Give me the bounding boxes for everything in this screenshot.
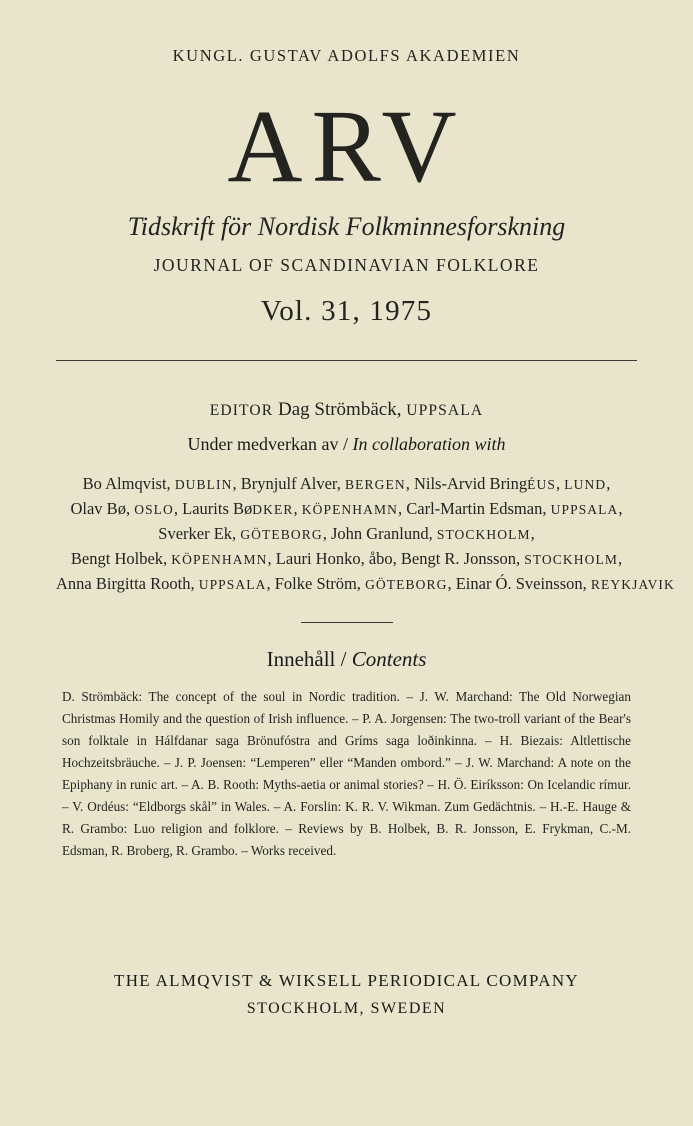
collaboration-swedish: Under medverkan av: [187, 433, 339, 454]
editor-label: EDITOR: [209, 401, 274, 419]
academy-name: KUNGL. GUSTAV ADOLFS AKADEMIEN: [172, 46, 521, 65]
editorial-board-row: Bengt Holbek, KÖPENHAMN, Lauri Honko, åbo, Bengt R. Jonsson, STOCKHOLM,: [70, 549, 623, 569]
volume-issue: Vol. 31, 1975: [260, 294, 433, 327]
editor-place: UPPSALA: [406, 401, 484, 419]
publisher-city: STOCKHOLM, SWEDEN: [246, 1000, 447, 1017]
collaboration-separator: /: [342, 433, 348, 454]
journal-title: ARV: [227, 89, 466, 204]
publisher-block: [0, 971, 693, 1018]
editorial-board-row: Anna Birgitta Rooth, UPPSALA, Folke Ström, GÖTEBORG, Einar Ó. Sveinsson, REYKJAVIK: [56, 574, 675, 594]
divider-short: [301, 622, 393, 623]
contents-heading: [56, 647, 637, 672]
editorial-board-row: Sverker Ek, GÖTEBORG, John Granlund, STOCKHOLM,: [158, 524, 535, 544]
editor-name: Dag Strömbäck,: [277, 398, 402, 420]
journal-subtitle-english: JOURNAL OF SCANDINAVIAN FOLKLORE: [153, 254, 540, 275]
divider-wide: [56, 360, 637, 361]
publisher-name: THE ALMQVIST & WIKSELL PERIODICAL COMPANY: [114, 971, 579, 990]
collaboration-line: [56, 434, 637, 455]
journal-subtitle-swedish: Tidskrift för Nordisk Folkminnesforskning: [127, 211, 566, 241]
cover-page: [0, 46, 693, 1126]
contents-heading-separator: /: [340, 647, 347, 672]
collaboration-english: In collaboration with: [352, 433, 506, 454]
editorial-board: [56, 471, 675, 596]
contents-heading-english: Contents: [351, 647, 427, 672]
editor-line: [56, 399, 637, 421]
editorial-board-row: Bo Almqvist, DUBLIN, Brynjulf Alver, BERGEN, Nils-Arvid BringÉUS, LUND,: [82, 473, 611, 493]
editorial-board-row: Olav Bø, OSLO, Laurits BøDKER, KÖPENHAMN, Carl-Martin Edsman, UPPSALA,: [70, 498, 623, 518]
contents-heading-swedish: Innehåll: [266, 647, 336, 672]
contents-list: D. Strömbäck: The concept of the soul in Nordic tradition. – J. W. Marchand: The Old Norwegian Christmas Homily and the question of Irish influence. – P. A. Jorgensen: The two-troll variant of the Bear's son folktale in Hálfdanar saga Brönufóstra and Gríms saga loðinkinna. – H. Biezais: Altlettische Hochzeitsbräuche. – J. P. Joensen: “Lemperen” eller “Manden ombord.” – J. W. Marchand: A note on the Epiphany in runic art. – A. B. Rooth: Myths-aetia or animal stories? – H. Ö. Eiríksson: On Icelandic rímur. – V. Ordéus: “Eldborgs skål” in Wales. – A. Forslin: K. R. V. Wikman. Zum Gedächtnis. – H.-E. Hauge & R. Grambo: Luo religion and folklore. – Reviews by B. Holbek, B. R. Jonsson, E. Frykman, C.-M. Edsman, R. Broberg, R. Grambo. – Works received.: [62, 689, 631, 858]
